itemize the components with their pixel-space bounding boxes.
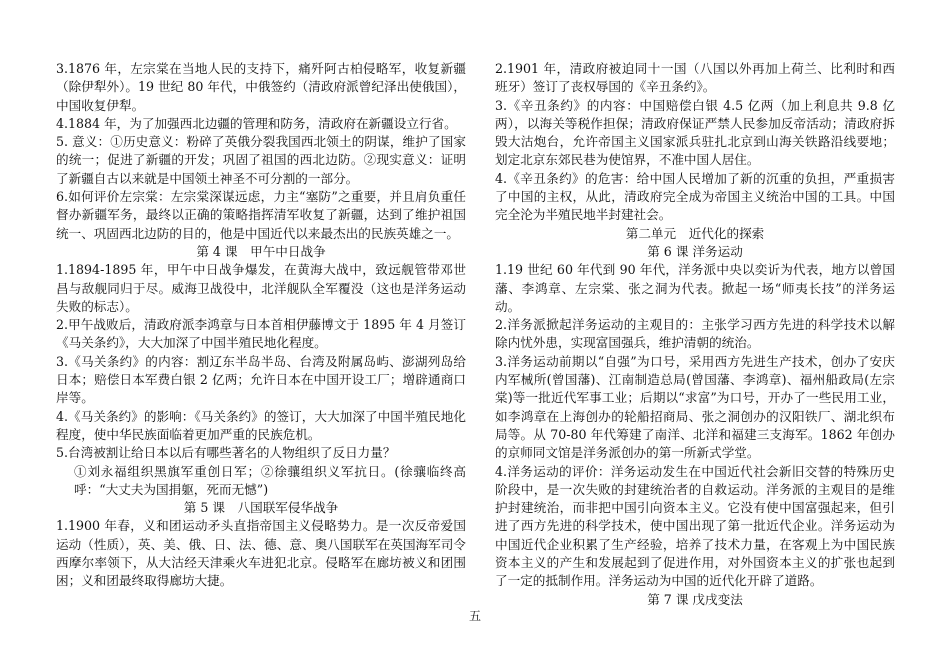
paragraph: 6.如何评价左宗棠：左宗棠深谋远虑，力主“塞防”之重要，并且肩负重任督办新疆军务，最终以正确的策略指挥清军收复了新疆，达到了维护祖国统一、巩固西北边防的目的，他是中国近代以来最杰出的民族英雄之一。 [56, 189, 466, 241]
left-column [56, 60, 466, 591]
paragraph: 2.甲午战败后，清政府派李鸿章与日本首相伊藤博文于 1895 年 4 月签订《马关条约》，大大加深了中国半殖民地化程度。 [56, 317, 466, 351]
page-number: 五 [468, 609, 481, 623]
paragraph: 2.洋务派掀起洋务运动的主观目的：主张学习西方先进的科学技术以解除内忧外患，实现富国强兵，维护清朝的统治。 [495, 317, 895, 351]
paragraph: 1.1900 年春，义和团运动矛头直指帝国主义侵略势力。是一次反帝爱国运动（性质），英、美、俄、日、法、德、意、奥八国联军在英国海军司令西摩尔率领下，从大沽经天津乘火车进犯北京。侵略军在廊坊被义和团围困；义和团最终取得廊坊大捷。 [56, 518, 466, 589]
paragraph: 3.1876 年，左宗棠在当地人民的支持下，痛歼阿古柏侵略军，收复新疆（除伊犁外）。19 世纪 80 年代，中俄签约（清政府派曾纪泽出使俄国），中国收复伊犁。 [56, 61, 466, 113]
paragraph: 4.《马关条约》的影响：《马关条约》的签订，大大加深了中国半殖民地化程度，使中华民族面临着更加严重的民族危机。 [56, 408, 466, 442]
paragraph: 4.洋务运动的评价：洋务运动发生在中国近代社会新旧交替的特殊历史阶段中，是一次失败的封建统治者的自救运动。洋务派的主观目的是维护封建统治，而非把中国引向资本主义。它没有使中国富强起来，但引进了西方先进的科学技术，使中国出现了第一批近代企业。洋务运动为中国近代企业积累了生产经验，培养了技术力量，在客观上为中国民族资本主义的产生和发展起到了促进作用，对外国资本主义的扩张也起到了一定的抵制作用。洋务运动为中国的近代化开辟了道路。 [495, 463, 895, 589]
paragraph: 3.《马关条约》的内容：割辽东半岛半岛、台湾及附属岛屿、澎湖列岛给日本；赔偿日本军费白银 2 亿两；允许日本在中国开设工厂；增辟通商口岸等。 [56, 353, 466, 406]
lesson-heading: 第 4 课 甲午中日战争 [196, 243, 326, 259]
paragraph: 5. 意义：①历史意义：粉碎了英俄分裂我国西北领土的阴谋，维护了国家的统一；促进了新疆的开发；巩固了祖国的西北边防。②现实意义：证明了新疆自古以来就是中国领土神圣不可分割的一部分。 [56, 134, 466, 186]
paragraph: 4.1884 年，为了加强西北边疆的管理和防务，清政府在新疆设立行省。 [56, 115, 457, 131]
unit-heading: 第二单元 近代化的探索 [625, 225, 765, 241]
paragraph: 4.《辛丑条约》的危害：给中国人民增加了新的沉重的负担，严重损害了中国的主权，从此，清政府完全成为帝国主义统治中国的工具。中国完全沦为半殖民地半封建社会。 [495, 170, 895, 223]
paragraph: 3.洋务运动前期以“自强”为口号，采用西方先进生产技术，创办了安庆内军械所(曾国藩)、江南制造总局(曾国藩、李鸿章)、福州船政局(左宗棠)等一批近代军事工业；后期以“求富”为口号，开办了一些民用工业，如李鸿章在上海创办的轮船招商局、张之洞创办的汉阳铁厂、湖北织布局等。从 70-80 年代筹建了南洋、北洋和福建三支海军。1862 年创办的京师同文馆是洋务派创办的第一所新式学堂。 [495, 353, 895, 461]
lesson-heading: 第 6 课 洋务运动 [647, 243, 743, 259]
paragraph: 3.《辛丑条约》的内容：中国赔偿白银 4.5 亿两（加上利息共 9.8 亿两），以海关等税作担保；清政府保证严禁人民参加反帝活动；清政府拆毁大沽炮台，允许帝国主义国家派兵驻扎北京到山海关铁路沿线要地；划定北京东郊民巷为使馆界，不准中国人居住。 [495, 97, 895, 168]
paragraph: 1.19 世纪 60 年代到 90 年代，洋务派中央以奕䜣为代表，地方以曾国藩、李鸿章、左宗棠、张之洞为代表。掀起一场“师夷长技”的洋务运动。 [495, 262, 895, 314]
lesson-heading: 第 5 课 八国联军侵华战争 [183, 500, 339, 516]
paragraph: ①刘永福组织黑旗军重创日军；②徐骧组织义军抗日。(徐骧临终高呼：“大丈夫为国捐躯，死而无憾”) [74, 463, 466, 497]
paragraph: 1.1894-1895 年，甲午中日战争爆发，在黄海大战中，致远舰管带邓世昌与敌舰同归于尽。威海卫战役中，北洋舰队全军覆没（这也是洋务运动失败的标志）。 [56, 262, 466, 314]
paragraph: 5.台湾被割让给日本以后有哪些著名的人物组织了反日力量？ [56, 445, 396, 461]
paragraph: 2.1901 年，清政府被迫同十一国（八国以外再加上荷兰、比利时和西班牙）签订了丧权辱国的《辛丑条约》。 [495, 61, 895, 95]
right-column [495, 60, 895, 609]
lesson-heading: 第 7 课 戊戌变法 [647, 591, 743, 607]
